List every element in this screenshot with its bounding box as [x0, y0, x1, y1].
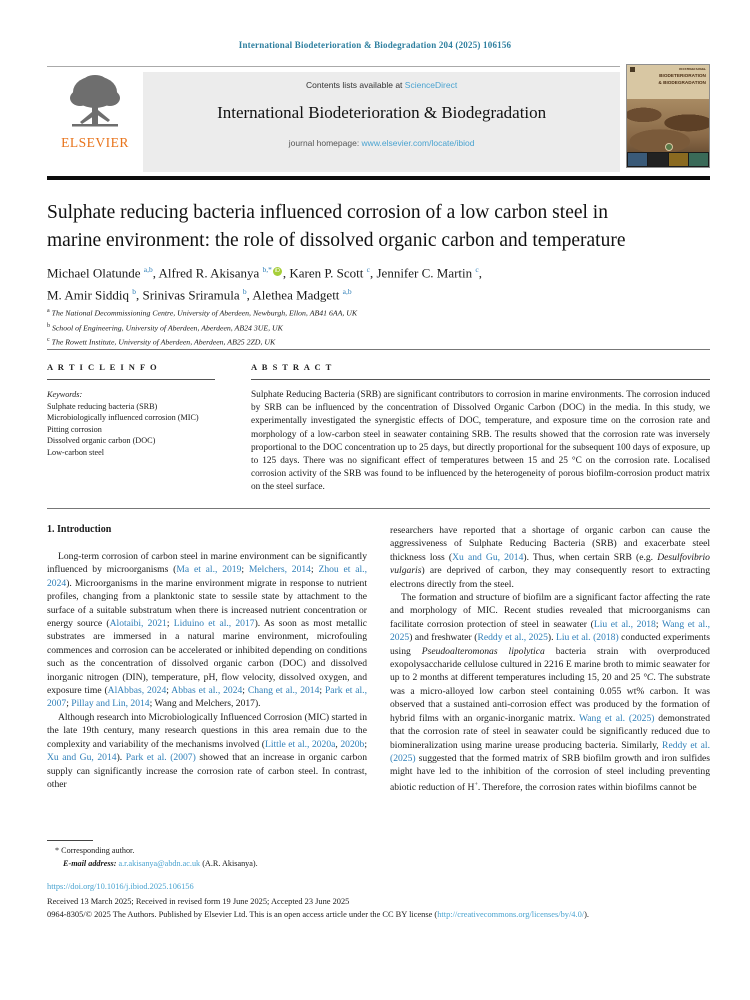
author-line-1: Michael Olatunde $^{a,b}$, Alfred R. Akisanya $^{b,*}$ iD , Karen P. Scott $^c$, Jennifer C. Martin $^c$, — [47, 265, 482, 281]
cover-title-line1: INTERNATIONAL — [679, 68, 706, 72]
email-line: E-mail address: a.r.akisanya@abdn.ac.uk (A.R. Akisanya). — [63, 858, 258, 868]
intro-paragraph-2-continued: researchers have reported that a shortage of organic carbon can cause the aggressiveness of Sulphate Reducing Bacteria (SRB) and exacerbate steel thickness loss (Xu and Gu, 2014). Thus, when certain SRB (e.g. Desulfovibrio vulgaris) are deprived of carbon, they may consequently resort to extracting electrons directly from the steel. — [390, 525, 710, 590]
corresponding-author-line: * Corresponding author. — [55, 846, 135, 855]
header-left-band — [47, 66, 620, 172]
header-center-box — [143, 72, 620, 172]
journal-reference: International Biodeterioration & Biodegradation 204 (2025) 106156 — [238, 40, 512, 50]
inline-link[interactable]: https://doi.org/10.1016/j.ibiod.2025.106156 — [47, 882, 194, 891]
article-info-heading: A R T I C L E I N F O — [47, 362, 159, 372]
intro-paragraph-3: The formation and structure of biofilm are a significant factor affecting the rate and morphology of MIC. Recent studies revealed that microorganisms can facilitate corrosion protection of steel in seawater (Liu et al., 2018; Wang et al., 2025) and freshwater (Reddy et al., 2025). Liu et al. (2018) conducted experiments using Pseudoalteromonas lipolytica bacteria strain with overproduced exopolysaccharide cellulose cultured in 2216 E marine broth to mimic seawater for up to 2 months at different temperatures including 15, 20 and 25 °C. The substrate was a micro-alloyed low carbon steel containing 0.055 wt% carbon. It was observed that a sustained anti-corrosion effect was produced by the formation of hybrid films with an organic-inorganic matrix. Wang et al. (2025) demonstrated that the corrosion rate of steel in seawater could be significantly reduced due to biomineralization using marine urease producing bacteria. Similarly, Reddy et al. (2025) suggested that the formed matrix of SRB biofilm growth and iron sulfides might have led to the inhibition of the corrosion of steel including preventing abiotic reduction of H+. Therefore, the corrosion rates within biofilms cannot be — [390, 592, 710, 793]
inline-link[interactable]: Liu et al. (2018) — [555, 632, 619, 644]
article-info-heading-rule — [47, 379, 215, 380]
inline-link[interactable]: Reddy et al. (2025) — [390, 739, 710, 764]
article-info-abstract-section — [47, 362, 710, 495]
inline-link[interactable]: Melchers, 2014 — [248, 564, 311, 576]
journal-header — [47, 66, 710, 180]
inline-link[interactable]: Pillay and Lin, 2014 — [71, 698, 150, 710]
inline-link[interactable]: Wang et al., 2025 — [390, 618, 710, 644]
page-footer — [47, 840, 710, 922]
elsevier-logo — [47, 72, 143, 168]
cover-thumbnail-strip — [627, 152, 709, 167]
article-title — [47, 199, 697, 255]
sciencedirect-link[interactable]: ScienceDirect — [404, 80, 458, 90]
keywords-label: Keywords: — [47, 390, 83, 399]
author-list — [47, 260, 697, 305]
inline-link[interactable]: Park et al., 2007 — [47, 685, 367, 710]
affiliation-c: $^c$ The Rowett Institute, University of Aberdeen, Aberdeen, AB25 2ZD, UK — [47, 337, 276, 347]
affiliations — [47, 305, 697, 349]
keyword-item: Dissolved organic carbon (DOC) — [47, 436, 156, 445]
inline-link[interactable]: Xu and Gu, 2014 — [452, 551, 524, 563]
received-dates-line: Received 13 March 2025; Received in revised form 19 June 2025; Accepted 23 June 2025 — [47, 896, 350, 906]
inline-link[interactable]: a.r.akisanya@abdn.ac.uk — [118, 858, 201, 868]
inline-link[interactable]: AlAbbas, 2024 — [107, 685, 167, 697]
cover-masthead — [627, 65, 709, 99]
inline-link[interactable]: Liduino et al., 2017 — [173, 618, 255, 630]
keyword-item: Pitting corrosion — [47, 424, 102, 434]
journal-title: International Biodeterioration & Biodegradation — [217, 103, 547, 122]
inline-link[interactable]: Chang et al., 2014 — [247, 685, 320, 697]
article-title-line1: Sulphate reducing bacteria influenced corrosion of a low carbon steel in — [47, 202, 608, 223]
article-title-line2: marine environment: the role of dissolved organic carbon and temperature — [47, 230, 626, 251]
corresponding-author-footnote — [47, 845, 710, 870]
journal-cover-thumbnail[interactable] — [626, 64, 710, 168]
cover-title-line3: & BIODEGRADATION — [658, 80, 706, 86]
keyword-item: Microbiologically influenced corrosion (MIC) — [47, 413, 199, 422]
intro-paragraph-2: Although research into Microbiologically Influenced Corrosion (MIC) started in the late 19th century, many research questions in this area remain due to the complexity and variability of the mechanisms involved (Little et al., 2020a, 2020b; Xu and Gu, 2014). Park et al. (2007) showed that an increase in organic carbon supply can significantly increase the corrosion rate of carbon steel. In contrast, other — [47, 711, 368, 790]
cover-title-line2: BIODETERIORATION — [659, 74, 706, 79]
inline-link[interactable]: Park et al. (2007) — [125, 752, 196, 764]
contents-lists-label: Contents lists available at — [306, 80, 405, 90]
affiliation-a: $^a$ The National Decommissioning Centre, University of Aberdeen, Newburgh, Ellon, AB41 6AA, UK — [47, 308, 358, 318]
inline-link[interactable]: Abbas et al., 2024 — [171, 685, 243, 697]
keyword-item: Low-carbon steel — [47, 447, 105, 457]
affiliation-b: $^b$ School of Engineering, University of Aberdeen, Aberdeen, AB24 3UE, UK — [47, 322, 283, 333]
inline-link[interactable]: Reddy et al., 2025 — [477, 632, 548, 644]
inline-link[interactable]: Wang et al. (2025) — [579, 712, 655, 724]
keyword-item: Sulphate reducing bacteria (SRB) — [47, 401, 158, 411]
inline-link[interactable]: Zhou et al., 2024 — [47, 564, 367, 589]
inline-link[interactable]: Liu et al., 2018 — [593, 618, 656, 630]
abstract-text: Sulphate Reducing Bacteria (SRB) are significant contributors to corrosion in marine environments. The corrosion induced by SRB can be influenced by the concentration of Dissolved Organic Carbon (DOC) in the media. In this study, we experimentally investigated the synergistic effects of DOC, temperature, and exposure time on the corrosion rate and morphology of a low-carbon steel in seawater containing SRB. The results showed that the corrosion rate was inversely proportional to the DOC concentration up to 25 days, but directly proportional for the subsequent 100 days of exposure, up to 125 days. There was no significant effect of temperatures between 15 and 25 °C on the corrosion rate. Localised corrosion activity of the SRB was found to be influenced by the heterogeneity of porous biofilm-corrosion product matrix on the steel surface. — [251, 390, 710, 493]
inline-link[interactable]: http://creativecommons.org/licenses/by/4.0/ — [437, 910, 585, 919]
homepage-label: journal homepage: — [288, 138, 362, 148]
intro-paragraph-1: Long-term corrosion of carbon steel in marine environment can be significantly influenced by microorganisms (Ma et al., 2019; Melchers, 2014; Zhou et al., 2024). Microorganisms in the marine environment migrate in response to nutrient profiles, changing from a planktonic state to sessile state by attachment to the surface of a suitable substratum when there is increased nutrient concentration or energy source (Alotaibi, 2021; Liduino et al., 2017). As soon as most metallic substrates are immersed in a natural marine environment, microfouling commences and corrosion can be accelerated or inhibited depending on conditions such as the concentration of dissolved organic carbon (DOC) and dissolved inorganic nitrogen (DIN), temperature, pH, flow velocity, dissolved oxygen, and exposure time (AlAbbas, 2024; Abbas et al., 2024; Chang et al., 2014; Park et al., 2007; Pillay and Lin, 2014; Wang and Melchers, 2017). — [47, 551, 368, 710]
inline-link[interactable]: Xu and Gu, 2014 — [47, 752, 117, 764]
abstract-column — [251, 362, 710, 495]
header-divider-bar — [47, 176, 710, 180]
article-info-column — [47, 362, 233, 495]
elsevier-wordmark: ELSEVIER — [61, 135, 129, 150]
orcid-icon[interactable]: iD — [274, 268, 280, 274]
abstract-heading: A B S T R A C T — [251, 362, 333, 372]
cover-publisher-mark — [630, 67, 635, 72]
article-body — [47, 524, 710, 832]
doi-link-line — [47, 881, 710, 894]
inline-link[interactable]: Alotaibi, 2021 — [109, 618, 167, 630]
section-divider-top — [47, 349, 710, 350]
copyright-line: 0964-8305/© 2025 The Authors. Published by Elsevier Ltd. This is an open access article under the CC BY license (http://creativecommons.org/licenses/by/4.0/). — [47, 910, 589, 919]
journal-homepage-link[interactable]: www.elsevier.com/locate/ibiod — [361, 138, 475, 148]
abstract-heading-rule — [251, 379, 710, 380]
inline-link[interactable]: Little et al., 2020a — [264, 738, 336, 750]
keywords-block — [47, 389, 233, 458]
inline-link[interactable]: 2020b — [340, 738, 365, 750]
body-left-column — [47, 524, 367, 832]
section-divider-bottom — [47, 508, 710, 509]
introduction-heading: 1. Introduction — [47, 524, 112, 535]
inline-link[interactable]: Ma et al., 2019 — [176, 564, 242, 576]
author-line-2: M. Amir Siddiq $^b$, Srinivas Sriramula $^b$, Alethea Madgett $^{a,b}$ — [47, 287, 352, 303]
footnote-rule — [47, 840, 93, 841]
body-right-column — [390, 524, 710, 832]
elsevier-tree-icon — [66, 72, 124, 134]
